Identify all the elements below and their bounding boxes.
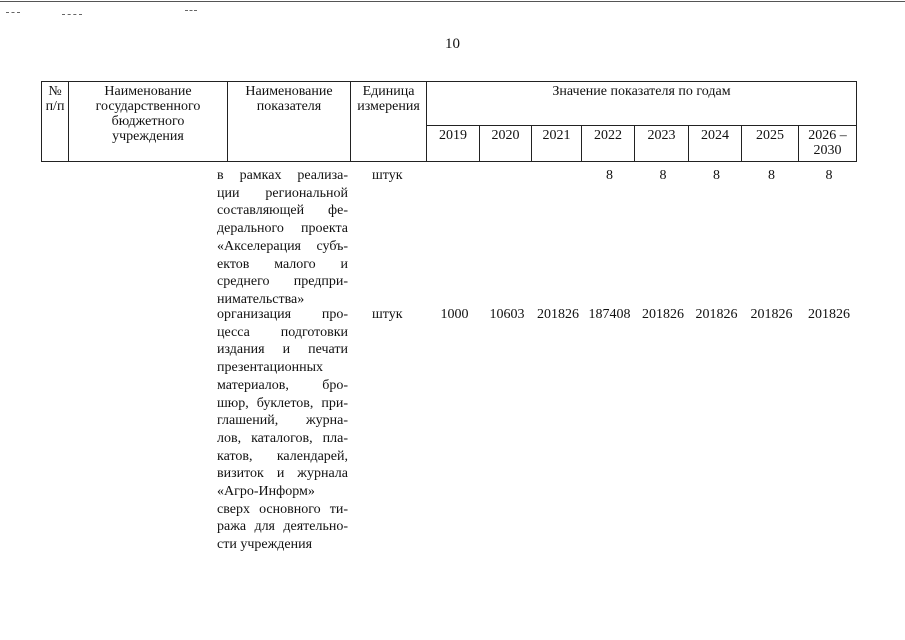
indicator-line: цесса подготовки [217,324,348,340]
indicator-line: дерального проекта [217,221,348,237]
value-cell: 187408 [588,307,631,322]
header-year: 2021 [532,126,582,162]
value-cell: 201826 [642,307,684,322]
header-unit: Единица измерения [351,82,427,162]
indicator-line: организация про- [217,307,348,322]
indicator-line: среднего предпри- [217,274,348,290]
unit-cell: штук [372,307,403,322]
header-year: 2020 [480,126,532,162]
scan-artifact [6,12,20,13]
header-indicator: Наименование показателя [228,82,351,162]
value-cell: 8 [713,168,720,183]
header-institution: Наименование государственного бюджетного учреждения [69,82,228,162]
indicator-line: ража для деятельно- [217,519,348,535]
indicator-line: визиток и журнала [217,466,348,482]
scan-artifact [185,10,197,11]
indicator-line: сти учреждения [217,537,313,553]
value-cell: 201826 [695,307,738,322]
indicator-line: катов, календарей, [217,448,348,464]
header-year: 2025 [742,126,799,162]
header-year: 2023 [635,126,689,162]
indicator-name [217,306,348,554]
indicator-line: «Акселерация субъ- [217,238,348,254]
header-values-by-year: Значение показателя по годам [427,82,857,126]
value-cell: 201826 [537,307,579,322]
indicator-line: глашений, журна- [217,413,348,429]
header-year: 2024 [689,126,742,162]
indicator-line: сверх основного ти- [217,501,348,517]
value-cell: 8 [606,168,613,183]
header-year: 2022 [582,126,635,162]
indicator-line: ектов малого и [217,256,348,272]
indicator-line: издания и печати [217,342,348,358]
indicator-line: составляющей фе- [217,203,348,219]
page-top-border [0,1,905,2]
table-header [41,81,857,162]
indicator-line: шюр, буклетов, при- [217,395,348,411]
value-cell: 8 [825,168,833,183]
scan-artifact [62,14,82,15]
indicator-line: презентационных [217,360,323,376]
value-cell: 8 [768,168,775,183]
indicator-line: в рамках реализа- [217,168,348,183]
page-number: 10 [445,36,460,52]
value-cell: 201826 [808,307,850,322]
indicator-line: материалов, бро- [217,377,348,393]
header-no: № п/п [42,82,69,162]
value-cell: 1000 [440,307,469,322]
header-year: 2026 – 2030 [799,126,857,162]
header-year: 2019 [427,126,480,162]
indicator-name [217,167,348,309]
indicator-line: нимательства» [217,291,305,307]
value-cell: 8 [659,168,667,183]
indicator-line: «Агро-Информ» [217,484,315,500]
value-cell: 201826 [750,307,793,322]
unit-cell: штук [372,168,403,183]
value-cell: 10603 [489,307,525,322]
indicator-line: ции региональной [217,185,348,201]
indicator-line: лов, каталогов, пла- [217,430,348,446]
